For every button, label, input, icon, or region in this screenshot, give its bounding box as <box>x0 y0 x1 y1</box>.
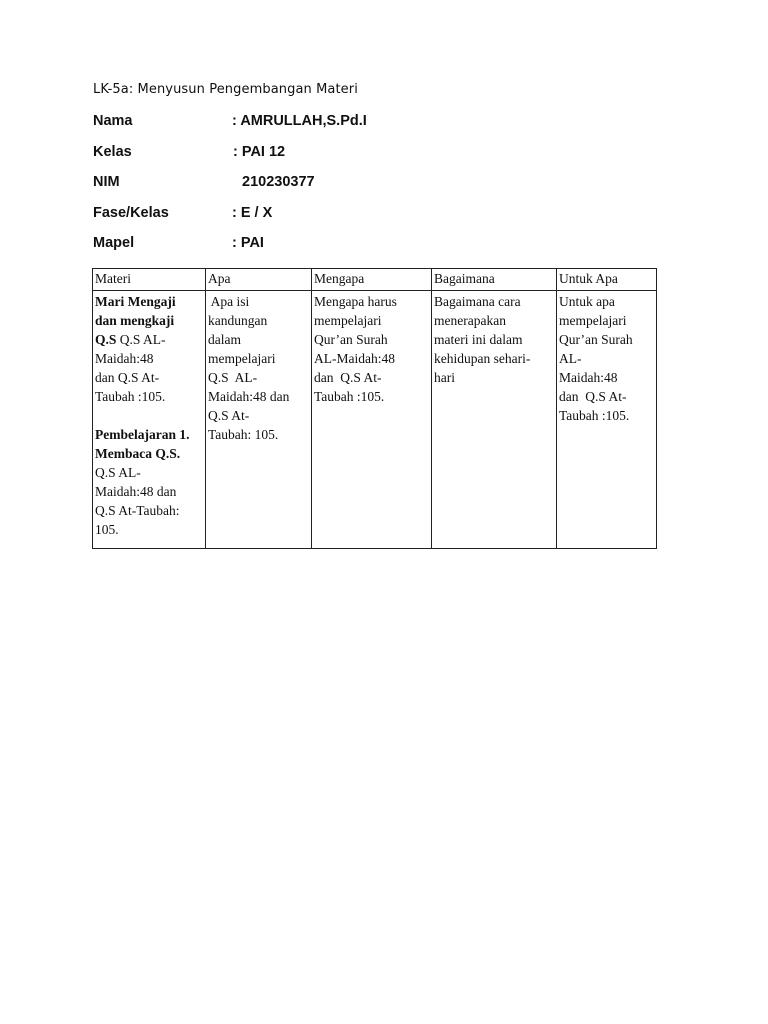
info-row-nama <box>93 111 513 131</box>
info-label: Fase/Kelas <box>93 205 169 221</box>
info-row-nim <box>93 172 513 192</box>
materi-line-rest: Q.S AL- <box>116 332 166 347</box>
apa-line: dalam <box>208 332 241 347</box>
untuk-apa-line: mempelajari <box>559 313 627 328</box>
info-row-mapel <box>93 233 513 253</box>
info-value: 210230377 <box>242 174 315 190</box>
info-value: : E / X <box>232 205 273 221</box>
apa-line: Maidah:48 dan <box>208 389 290 404</box>
info-value: : PAI 12 <box>233 144 286 160</box>
info-label: Mapel <box>93 235 135 251</box>
untuk-apa-line: Qur’an Surah <box>559 332 633 347</box>
bagaimana-line: materi ini dalam <box>434 332 523 347</box>
materi-line: dan Q.S At- <box>95 370 160 385</box>
apa-line: kandungan <box>208 313 268 328</box>
materi-line: dan mengkaji <box>95 313 175 328</box>
materi-line: 105. <box>95 522 119 537</box>
cell-bagaimana <box>432 291 557 549</box>
header-bagaimana: Bagaimana <box>432 269 557 291</box>
materi-table <box>92 268 657 549</box>
untuk-apa-line: Taubah :105. <box>559 408 630 423</box>
mengapa-line: Taubah :105. <box>314 389 385 404</box>
mengapa-line: Qur’an Surah <box>314 332 388 347</box>
bagaimana-line: Bagaimana cara <box>434 294 521 309</box>
mengapa-line: mempelajari <box>314 313 382 328</box>
materi-line: Q.S AL- <box>95 465 141 480</box>
info-value: : AMRULLAH,S.Pd.I <box>232 113 367 129</box>
spacer <box>95 406 203 425</box>
header-materi: Materi <box>93 269 206 291</box>
info-label: Nama <box>93 113 133 129</box>
materi-line: Maidah:48 dan <box>95 484 177 499</box>
untuk-apa-line: Untuk apa <box>559 294 615 309</box>
mengapa-line: AL-Maidah:48 <box>314 351 395 366</box>
bagaimana-line: menerapakan <box>434 313 506 328</box>
materi-line: Taubah :105. <box>95 389 166 404</box>
document-title: LK-5a: Menyusun Pengembangan Materi <box>93 82 358 97</box>
header-apa: Apa <box>206 269 312 291</box>
table-header-row <box>93 269 657 291</box>
materi-line-bold: Q.S <box>95 332 117 347</box>
untuk-apa-line: Maidah:48 <box>559 370 618 385</box>
mengapa-line: Mengapa harus <box>314 294 397 309</box>
apa-line: mempelajari <box>208 351 276 366</box>
info-value: : PAI <box>232 235 264 251</box>
header-untuk-apa: Untuk Apa <box>557 269 657 291</box>
materi-line: Pembelajaran 1. <box>95 427 190 442</box>
mengapa-line: dan Q.S At- <box>314 370 382 385</box>
cell-materi <box>93 291 206 549</box>
info-label: NIM <box>93 174 120 190</box>
cell-apa <box>206 291 312 549</box>
bagaimana-line: hari <box>434 370 455 385</box>
cell-mengapa <box>312 291 432 549</box>
cell-untuk-apa <box>557 291 657 549</box>
untuk-apa-line: AL- <box>559 351 582 366</box>
materi-line: Q.S At-Taubah: <box>95 503 180 518</box>
materi-line: Membaca Q.S. <box>95 446 181 461</box>
materi-line <box>95 330 203 349</box>
apa-line: Taubah: 105. <box>208 427 279 442</box>
apa-line: Apa isi <box>208 294 250 309</box>
info-row-kelas <box>93 142 513 162</box>
materi-line: Mari Mengaji <box>95 294 176 309</box>
untuk-apa-line: dan Q.S At- <box>559 389 627 404</box>
info-row-fase-kelas <box>93 203 513 223</box>
bagaimana-line: kehidupan sehari- <box>434 351 531 366</box>
info-label: Kelas <box>93 144 132 160</box>
apa-line: Q.S AL- <box>208 370 258 385</box>
table-row <box>93 291 657 549</box>
header-mengapa: Mengapa <box>312 269 432 291</box>
apa-line: Q.S At- <box>208 408 250 423</box>
materi-line: Maidah:48 <box>95 351 154 366</box>
